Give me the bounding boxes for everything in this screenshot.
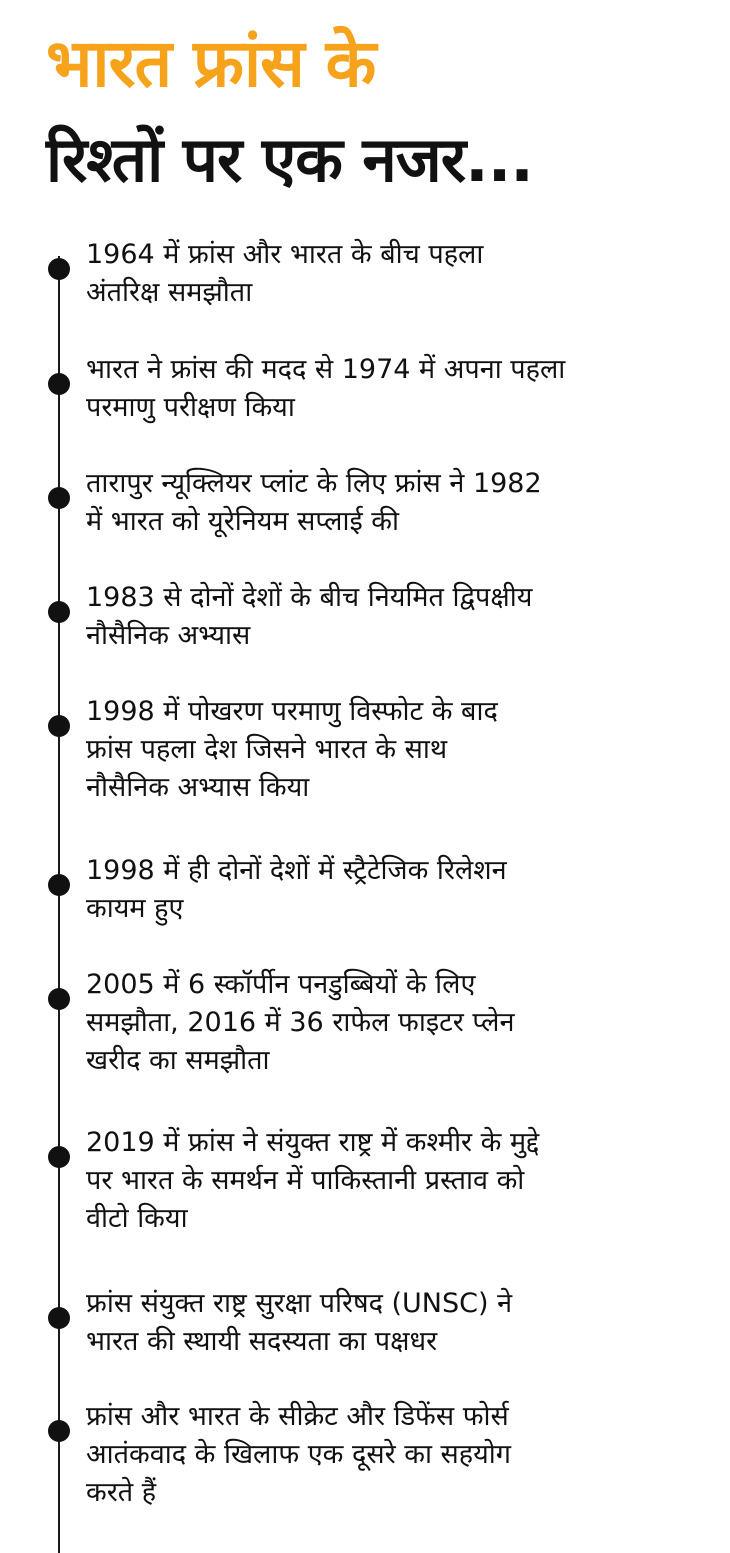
- bullet-dot: [48, 487, 70, 509]
- timeline-item-text: 1983 से दोनों देशों के बीच नियमित द्विपक्षीय नौसैनिक अभ्यास: [86, 582, 533, 651]
- title-line-2: रिश्तों पर एक नजर...: [46, 123, 533, 196]
- bullet-dot: [48, 715, 70, 737]
- bullet-dot: [48, 1146, 70, 1168]
- timeline-item-text: भारत ने फ्रांस की मदद से 1974 में अपना पहला परमाणु परीक्षण किया: [86, 354, 566, 423]
- bullet-dot: [48, 601, 70, 623]
- bullet-dot: [48, 258, 70, 280]
- bullet-dot: [48, 988, 70, 1010]
- timeline-item-text: तारापुर न्यूक्लियर प्लांट के लिए फ्रांस ने 1982 में भारत को यूरेनियम सप्लाई की: [86, 468, 542, 537]
- timeline-item-text: 2019 में फ्रांस ने संयुक्त राष्ट्र में कश्मीर के मुद्दे पर भारत के समर्थन में पाकिस्तानी प्रस्ताव को वीटो किया: [86, 1127, 540, 1234]
- bullet-dot: [48, 1307, 70, 1329]
- timeline-item-text: फ्रांस और भारत के सीक्रेट और डिफेंस फोर्स आतंकवाद के खिलाफ एक दूसरे का सहयोग करते हैं: [86, 1401, 511, 1508]
- bullet-dot: [48, 874, 70, 896]
- timeline-item-text: 1964 में फ्रांस और भारत के बीच पहला अंतरिक्ष समझौता: [86, 239, 484, 308]
- bullet-dot: [48, 373, 70, 395]
- title-line-1: भारत फ्रांस के: [46, 25, 376, 102]
- timeline-item-text: 2005 में 6 स्कॉर्पीन पनडुब्बियों के लिए समझौता, 2016 में 36 राफेल फाइटर प्लेन खरीद का समझौता: [86, 969, 515, 1076]
- timeline-item-text: 1998 में पोखरण परमाणु विस्फोट के बाद फ्रांस पहला देश जिसने भारत के साथ नौसैनिक अभ्यास किया: [86, 696, 498, 803]
- timeline-item-text: फ्रांस संयुक्त राष्ट्र सुरक्षा परिषद (UNSC) ने भारत की स्थायी सदस्यता का पक्षधर: [86, 1288, 513, 1357]
- timeline-item-text: 1998 में ही दोनों देशों में स्ट्रैटेजिक रिलेशन कायम हुए: [86, 855, 507, 924]
- bullet-dot: [48, 1420, 70, 1442]
